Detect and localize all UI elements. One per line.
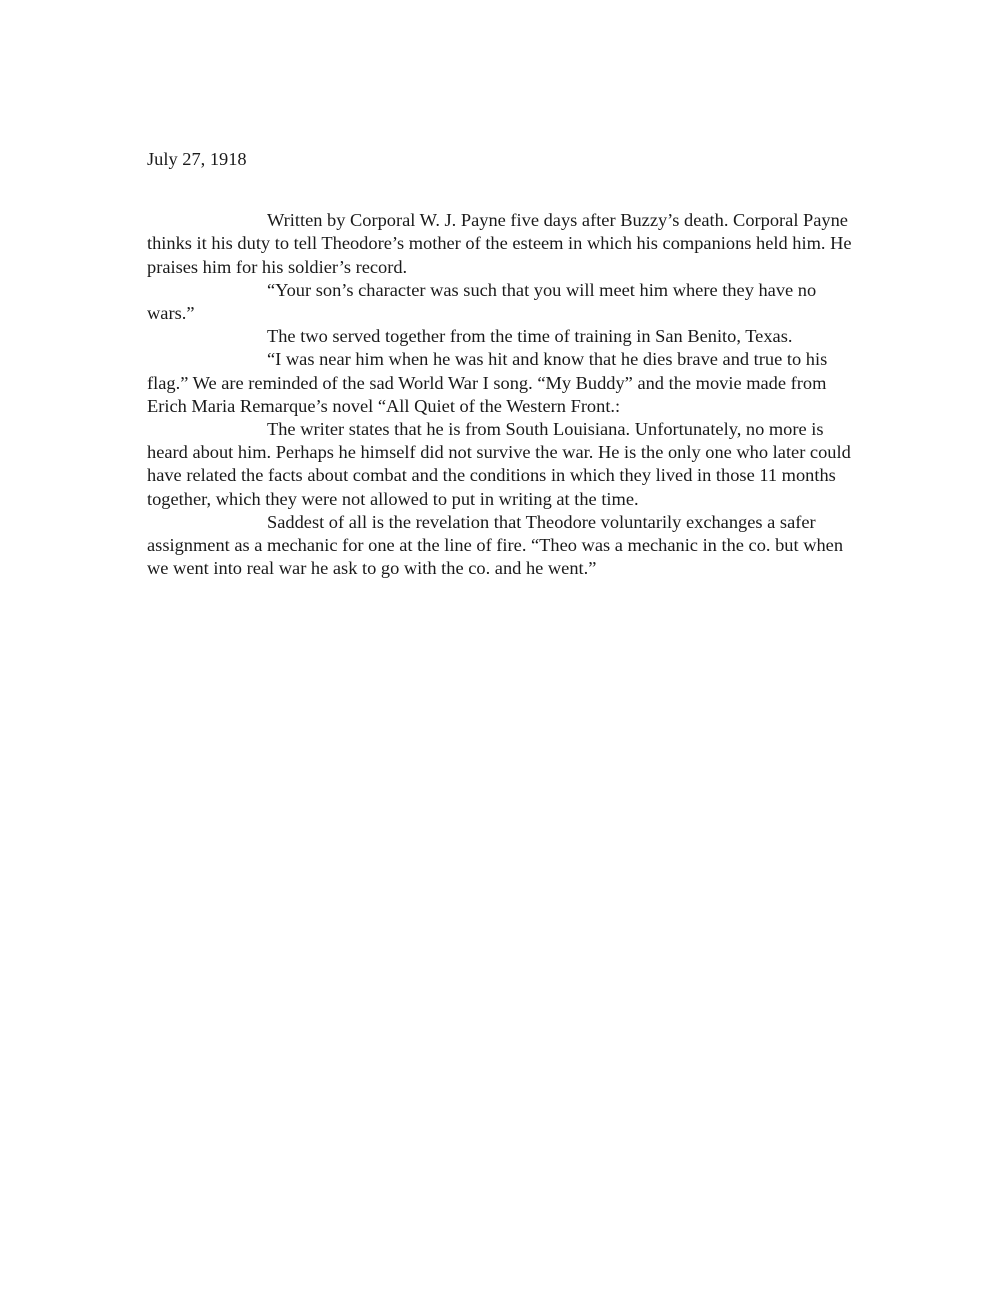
paragraph-writer: The writer states that he is from South Louisiana. Unfortunately, no more is heard about him. Perhaps he himself did not survive the war. He is the only one who later could have related the facts about combat and the conditions in which they lived in those 11 months together, which they were not allowed to put in writing at the time.	[147, 419, 851, 509]
paragraph-training: The two served together from the time of training in San Benito, Texas.	[267, 326, 793, 347]
paragraph-intro: Written by Corporal W. J. Payne five days after Buzzy’s death. Corporal Payne thinks it his duty to tell Theodore’s mother of the esteem in which his companions held him. He praises him for his soldier’s record.	[147, 210, 852, 277]
paragraph-quote-flag: “I was near him when he was hit and know that he dies brave and true to his flag.” We are reminded of the sad World War I song. “My Buddy” and the movie made from Erich Maria Remarque’s novel “All Quiet of the Western Front.:	[147, 349, 828, 416]
paragraph-saddest: Saddest of all is the revelation that Theodore voluntarily exchanges a safer assignment as a mechanic for one at the line of fire. “Theo was a mechanic in the co. but when we went into real war he ask to go with the co. and he went.”	[147, 511, 844, 579]
letter-date: July 27, 1918	[147, 149, 247, 169]
document-body	[147, 148, 862, 580]
paragraph-quote-character: “Your son’s character was such that you will meet him where they have no wars.”	[147, 279, 817, 324]
